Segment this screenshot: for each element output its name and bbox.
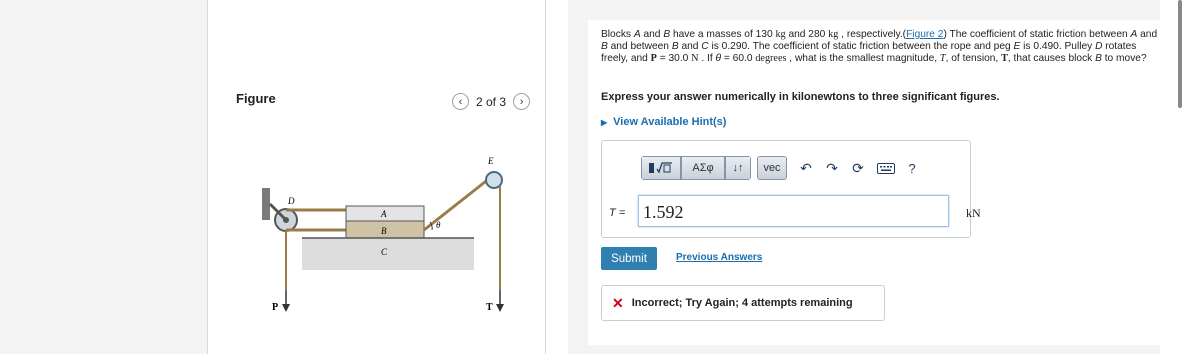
keyboard-icon[interactable] — [875, 157, 897, 179]
label-a: A — [381, 209, 387, 219]
unit-kg: kg — [828, 29, 839, 40]
next-figure-button[interactable]: › — [513, 93, 530, 110]
feedback-message — [601, 285, 885, 321]
label-c: C — [381, 247, 388, 257]
unit-n: N — [691, 53, 699, 64]
problem-text: , of tension, — [945, 53, 1002, 64]
redo-icon[interactable]: ↷ — [826, 159, 838, 176]
answer-instruction: Express your answer numerically in kilonewtons to three significant figures. — [601, 91, 1000, 103]
problem-text: to move? — [1101, 53, 1147, 64]
var-p: P — [650, 53, 657, 64]
problem-text: and — [1137, 29, 1158, 40]
scrollbar-thumb[interactable] — [1178, 0, 1182, 108]
undo-icon[interactable]: ↶ — [800, 159, 812, 176]
label-d: D — [288, 196, 295, 206]
toolbar-group — [641, 156, 751, 180]
hint-label: View Available Hint(s) — [613, 116, 727, 128]
var-b: B — [601, 41, 608, 52]
problem-text: = 60.0 — [721, 53, 756, 64]
greek-symbols-button[interactable]: ΑΣφ — [681, 156, 725, 180]
problem-text: , what is the smallest magnitude, — [786, 53, 940, 64]
left-margin — [0, 0, 207, 354]
submit-button[interactable]: Submit — [601, 247, 657, 270]
view-hints-toggle[interactable] — [601, 116, 726, 128]
wall-bracket — [262, 188, 270, 220]
var-b: B — [671, 41, 679, 52]
label-e: E — [488, 156, 494, 166]
var-theta: θ — [715, 53, 722, 64]
var-b: B — [1095, 53, 1102, 64]
var-t: T — [939, 53, 946, 64]
unit-kg: kg — [775, 29, 786, 40]
var-t: T — [1001, 53, 1008, 64]
figure-2-link[interactable]: Figure 2 — [906, 29, 944, 40]
label-b: B — [381, 226, 387, 236]
prev-figure-button[interactable]: ‹ — [452, 93, 469, 110]
answer-input[interactable]: 1.592 — [638, 195, 949, 227]
incorrect-x-icon: ✕ — [612, 294, 624, 311]
mechanics-figure — [250, 150, 530, 340]
var-a: A — [633, 29, 641, 40]
var-d: D — [1095, 41, 1103, 52]
figure-title: Figure — [236, 91, 276, 106]
math-toolbar — [641, 156, 923, 180]
problem-text: . If — [698, 53, 716, 64]
problem-text: is 0.490. Pulley — [1020, 41, 1096, 52]
surface-c — [302, 238, 474, 270]
problem-text: and 280 — [785, 29, 829, 40]
vector-button[interactable]: vec — [757, 156, 787, 180]
label-p: P — [272, 302, 279, 313]
previous-answers-link[interactable]: Previous Answers — [676, 252, 763, 263]
problem-text: have a masses of 130 — [670, 29, 776, 40]
peg-e — [486, 172, 502, 188]
var-b: B — [663, 29, 671, 40]
caret-right-icon: ▶ — [601, 118, 608, 127]
problem-text: = 30.0 — [656, 53, 692, 64]
templates-icon — [648, 161, 674, 175]
sub-superscript-button[interactable]: ↓↑ — [725, 156, 751, 180]
problem-text: ) The coefficient of static friction between — [943, 29, 1131, 40]
problem-text: and — [678, 41, 702, 52]
templates-button[interactable] — [641, 156, 681, 180]
p-arrowhead — [282, 304, 290, 312]
problem-text: Blocks — [601, 29, 634, 40]
answer-label: T = — [609, 207, 626, 219]
pager-label: 2 of 3 — [476, 94, 507, 109]
figure-pager — [452, 93, 530, 110]
problem-text: and — [640, 29, 664, 40]
problem-text: and between — [607, 41, 672, 52]
problem-statement — [601, 29, 1161, 65]
label-t: T — [486, 302, 493, 313]
var-c: C — [701, 41, 709, 52]
problem-text: , that causes block — [1007, 53, 1096, 64]
help-button[interactable]: ? — [908, 160, 916, 176]
problem-text: rotates freely, and — [601, 41, 1137, 64]
label-theta: θ — [436, 220, 441, 230]
var-e: E — [1013, 41, 1021, 52]
t-arrowhead — [496, 304, 504, 312]
var-a: A — [1130, 29, 1138, 40]
feedback-text: Incorrect; Try Again; 4 attempts remaining — [631, 297, 853, 309]
rope-to-peg — [424, 178, 490, 230]
unit-degrees: degrees — [755, 53, 787, 64]
problem-text: is 0.290. The coefficient of static friction between the rope and peg — [708, 41, 1014, 52]
problem-text: , respectively.( — [838, 29, 907, 40]
answer-unit: kN — [966, 206, 981, 220]
reset-icon[interactable]: ⟳ — [852, 159, 864, 176]
